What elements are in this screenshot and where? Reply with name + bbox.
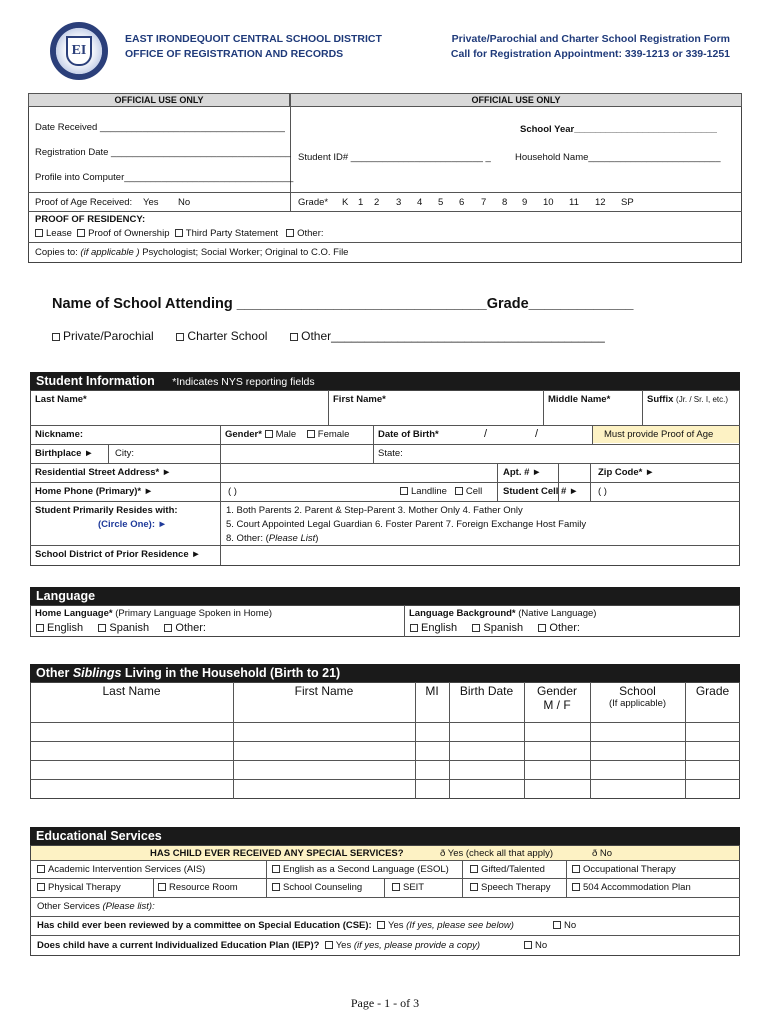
ais-option [37, 864, 205, 875]
siblings-title [30, 664, 740, 682]
home-language-options [36, 622, 206, 634]
student-info-heading: Student Information [36, 374, 155, 388]
grade-option-5[interactable]: 5 [438, 197, 444, 208]
grade-option-1[interactable]: 1 [358, 197, 364, 208]
third-party-checkbox[interactable] [175, 229, 183, 237]
suffix-text: Suffix [647, 394, 674, 405]
esol-checkbox[interactable] [272, 865, 280, 873]
grade-option-sp[interactable]: SP [621, 197, 634, 208]
resides-options-2[interactable]: 5. Court Appointed Legal Guardian 6. Foster Parent 7. Foreign Exchange Host Family [226, 519, 587, 530]
grade-option-10[interactable]: 10 [543, 197, 554, 208]
lease-label: Lease [46, 228, 72, 239]
resource-checkbox[interactable] [158, 883, 166, 891]
dob-slash-1: / [484, 428, 488, 440]
grade-option-8[interactable]: 8 [502, 197, 508, 208]
phone-type-options [400, 486, 482, 497]
student-info-table [30, 390, 740, 566]
special-services-question: HAS CHILD EVER RECEIVED ANY SPECIAL SERVICES? [150, 848, 404, 859]
female-label: Female [317, 429, 350, 440]
grade-option-4[interactable]: 4 [417, 197, 423, 208]
sib-school-header [590, 684, 685, 709]
circle-one-label: (Circle One): ► [98, 519, 168, 530]
landline-label: Landline [411, 486, 447, 497]
ot-option [572, 864, 676, 875]
speech-checkbox[interactable] [470, 883, 478, 891]
iep-question: Does child have a current Individualized Education Plan (IEP)? [37, 940, 320, 951]
language-background-label [409, 608, 596, 619]
zip-label: Zip Code* ► [598, 467, 655, 478]
form-title: Private/Parochial and Charter School Registration Form [451, 33, 730, 45]
student-id-field[interactable]: Student ID# _________________________ _ [298, 152, 491, 163]
copies-prefix: Copies to: [35, 247, 78, 258]
resides-other-suffix: ) [315, 533, 319, 544]
siblings-title-b: Siblings [72, 666, 122, 680]
iep-yes-checkbox[interactable] [325, 941, 333, 949]
esol-label: English as a Second Language (ESOL) [283, 864, 449, 875]
last-name-label: Last Name* [35, 394, 87, 405]
official-use-left-title: OFFICIAL USE ONLY [28, 93, 290, 107]
language-background-note: (Native Language) [518, 608, 597, 619]
district-header [125, 32, 382, 62]
home-language-note: (Primary Language Spoken in Home) [115, 608, 273, 619]
siblings-title-a: Other [36, 666, 73, 680]
grade-option-7[interactable]: 7 [481, 197, 487, 208]
proof-age-label: Proof of Age Received: [35, 197, 133, 208]
other-residency-label: Other: [297, 228, 324, 239]
grade-option-12[interactable]: 12 [595, 197, 606, 208]
sib-gender-text: Gender [536, 684, 578, 698]
ownership-label: Proof of Ownership [88, 228, 170, 239]
office-name: OFFICE OF REGISTRATION AND RECORDS [125, 48, 344, 60]
iep-no-checkbox[interactable] [524, 941, 532, 949]
ownership-checkbox[interactable] [77, 229, 85, 237]
call-line: Call for Registration Appointment: 339-1213 or 339-1251 [450, 48, 730, 60]
birthplace-label: Birthplace ► [35, 448, 94, 459]
speech-option [470, 882, 551, 893]
landline-checkbox[interactable] [400, 487, 408, 495]
gifted-option [470, 864, 545, 875]
state-label: State: [378, 448, 403, 459]
lease-checkbox[interactable] [35, 229, 43, 237]
cse-no-label: No [564, 920, 577, 931]
pt-checkbox[interactable] [37, 883, 45, 891]
residency-options [35, 228, 324, 239]
cse-note: (If yes, please see below) [406, 920, 514, 931]
resides-options-3[interactable] [226, 533, 318, 544]
page-number: Page - 1 - of 3 [350, 996, 420, 1010]
sib-birth-header: Birth Date [459, 684, 514, 698]
ot-checkbox[interactable] [572, 865, 580, 873]
language-background-text: Language Background* [409, 608, 516, 619]
resource-label: Resource Room [169, 882, 238, 893]
prior-district-label: School District of Prior Residence ► [35, 549, 201, 560]
counsel-label: School Counseling [283, 882, 363, 893]
proof-age-note: Must provide Proof of Age [604, 429, 714, 440]
grade-option-3[interactable]: 3 [396, 197, 402, 208]
copies-rest: Psychologist; Social Worker; Original to C.O. File [142, 247, 349, 258]
resource-option [158, 882, 238, 893]
school-attending-field[interactable]: Name of School Attending _______________________________Grade_____________ [52, 296, 634, 312]
city-label: City: [115, 448, 134, 459]
special-services-no[interactable]: ð No [592, 848, 613, 859]
home-phone-paren[interactable]: ( ) [228, 486, 237, 497]
dob-label: Date of Birth* [378, 429, 439, 440]
grade-option-9[interactable]: 9 [522, 197, 528, 208]
home-spanish-label: Spanish [109, 622, 150, 634]
suffix-note: (Jr. / Sr. I, etc.) [676, 395, 729, 404]
home-other-label: Other: [175, 622, 206, 634]
ais-label: Academic Intervention Services (AIS) [48, 864, 206, 875]
charter-checkbox[interactable] [176, 333, 184, 341]
third-party-label: Third Party Statement [185, 228, 279, 239]
resides-options-1[interactable]: 1. Both Parents 2. Parent & Step-Parent 3. Mother Only 4. Father Only [226, 505, 523, 516]
grade-option-11[interactable]: 11 [569, 197, 579, 208]
profile-field[interactable]: Profile into Computer________________________________ [35, 172, 294, 183]
iep-question-row [37, 940, 480, 951]
pt-label: Physical Therapy [48, 882, 121, 893]
form-header [400, 32, 730, 62]
official-use-right-title: OFFICIAL USE ONLY [290, 93, 742, 107]
private-checkbox[interactable] [52, 333, 60, 341]
female-checkbox[interactable] [307, 430, 315, 438]
nickname-label: Nickname: [35, 429, 84, 440]
school-type-options [52, 329, 605, 343]
private-label: Private/Parochial [63, 329, 154, 343]
school-year-field[interactable]: School Year___________________________ [520, 124, 717, 135]
bg-english-checkbox[interactable] [410, 624, 418, 632]
district-name: EAST IRONDEQUOIT CENTRAL SCHOOL DISTRICT [125, 33, 382, 45]
iep-note: (if yes, please provide a copy) [353, 940, 481, 951]
special-services-yes[interactable]: ð Yes (check all that apply) [440, 848, 554, 859]
suffix-label [647, 394, 728, 405]
cse-question: Has child ever been reviewed by a committee on Special Education (CSE): [37, 920, 372, 931]
charter-label: Charter School [187, 329, 268, 343]
gifted-checkbox[interactable] [470, 865, 478, 873]
home-english-label: English [47, 622, 84, 634]
home-language-label [35, 608, 272, 619]
bg-english-label: English [421, 622, 458, 634]
registration-date-field[interactable]: Registration Date __________________________________ [35, 147, 291, 158]
dob-slash-2: / [535, 428, 539, 440]
other-services-field[interactable] [37, 901, 155, 912]
plan504-checkbox[interactable] [572, 883, 580, 891]
sib-gender-header [524, 684, 590, 712]
copies-if: (if applicable ) [80, 247, 140, 258]
home-language-text: Home Language* [35, 608, 113, 619]
middle-name-label: Middle Name* [548, 394, 611, 405]
sib-grade-header: Grade [695, 684, 730, 698]
bg-spanish-label: Spanish [483, 622, 524, 634]
siblings-title-c: Living in the Household (Birth to 21) [121, 666, 341, 680]
counsel-option [272, 882, 362, 893]
cse-question-row [37, 920, 514, 931]
counsel-checkbox[interactable] [272, 883, 280, 891]
sib-first-name-header: First Name [294, 684, 354, 698]
cse-no-option [553, 920, 576, 931]
grade-option-k[interactable]: K [342, 197, 349, 208]
home-spanish-checkbox[interactable] [98, 624, 106, 632]
iep-no-option [524, 940, 547, 951]
proof-age-yes[interactable]: Yes [143, 197, 159, 208]
male-checkbox[interactable] [265, 430, 273, 438]
cell-checkbox[interactable] [455, 487, 463, 495]
grade-option-2[interactable]: 2 [374, 197, 380, 208]
other-school-label[interactable]: Other_________________________________________ [301, 329, 605, 343]
cse-yes-label: Yes [388, 920, 404, 931]
cse-yes-checkbox[interactable] [377, 921, 385, 929]
sib-last-name-header: Last Name [102, 684, 161, 698]
resides-other-list: Please List [268, 533, 316, 544]
sib-gender-mf: M / F [543, 698, 571, 712]
seit-checkbox[interactable] [392, 883, 400, 891]
sib-mi-header: MI [425, 684, 439, 698]
bg-other-label: Other: [549, 622, 580, 634]
logo-shield: EI [66, 36, 92, 66]
bg-spanish-checkbox[interactable] [472, 624, 480, 632]
home-other-checkbox[interactable] [164, 624, 172, 632]
sib-school-note: (If applicable) [608, 698, 667, 709]
first-name-label: First Name* [333, 394, 386, 405]
resides-label: Student Primarily Resides with: [35, 505, 178, 516]
grade-option-6[interactable]: 6 [459, 197, 465, 208]
other-residency-checkbox[interactable] [286, 229, 294, 237]
gender-label: Gender* [225, 429, 262, 440]
home-english-checkbox[interactable] [36, 624, 44, 632]
background-language-options [410, 622, 580, 634]
household-name-field[interactable]: Household Name_________________________ [515, 152, 721, 163]
grade-label: Grade* [298, 197, 329, 208]
gender-field [225, 429, 349, 440]
ot-label: Occupational Therapy [583, 864, 676, 875]
student-info-title [30, 372, 740, 390]
iep-no-label: No [535, 940, 548, 951]
sib-school-text: School [619, 684, 656, 698]
please-list-note: (Please list): [102, 901, 155, 912]
resides-other-prefix: 8. Other: ( [226, 533, 269, 544]
other-school-checkbox[interactable] [290, 333, 298, 341]
seit-label: SEIT [403, 882, 425, 893]
other-services-label: Other Services [37, 901, 100, 912]
seit-option [392, 882, 424, 893]
esol-option [272, 864, 449, 875]
speech-label: Speech Therapy [481, 882, 551, 893]
student-cell-label: Student Cell # ► [503, 486, 579, 497]
street-label: Residential Street Address* ► [35, 467, 172, 478]
student-cell-paren[interactable]: ( ) [598, 486, 607, 497]
pt-option [37, 882, 121, 893]
bg-other-checkbox[interactable] [538, 624, 546, 632]
proof-residency-label: PROOF OF RESIDENCY: [35, 214, 146, 225]
edu-services-title: Educational Services [30, 827, 740, 845]
plan504-option [572, 882, 691, 893]
copies-to-line [35, 247, 348, 258]
iep-yes-label: Yes [335, 940, 352, 951]
apt-label: Apt. # ► [503, 467, 542, 478]
language-title: Language [30, 587, 740, 605]
home-phone-label: Home Phone (Primary)* ► [35, 486, 154, 497]
nys-note: *Indicates NYS reporting fields [172, 376, 315, 388]
plan504-label: 504 Accommodation Plan [583, 882, 691, 893]
district-logo [50, 22, 108, 80]
date-received-field[interactable]: Date Received ___________________________________ [35, 122, 285, 133]
cell-label: Cell [465, 486, 483, 497]
cse-no-checkbox[interactable] [553, 921, 561, 929]
proof-age-no[interactable]: No [178, 197, 191, 208]
ais-checkbox[interactable] [37, 865, 45, 873]
male-label: Male [275, 429, 297, 440]
gifted-label: Gifted/Talented [481, 864, 545, 875]
